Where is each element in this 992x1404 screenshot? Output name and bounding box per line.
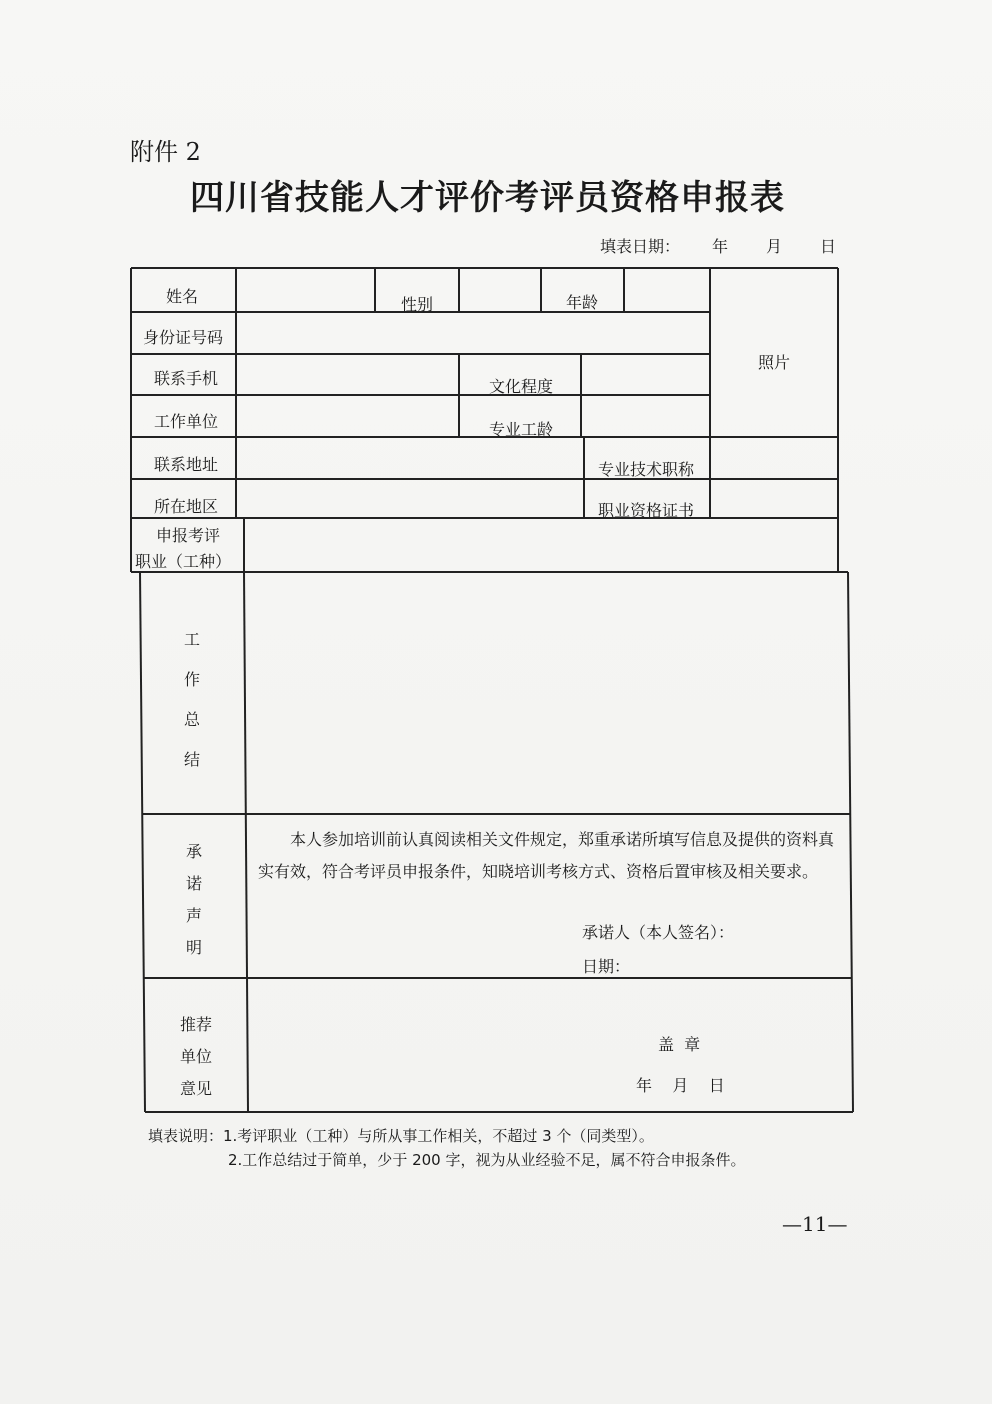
recommend-label-line3: 意见 [180,1079,213,1098]
work-years-field[interactable] [583,397,708,435]
note-line-1: 填表说明：1.考评职业（工种）与所从事工作相关，不超过 3 个（同类型）。 [148,1127,654,1145]
tech-title-label: 专业技术职称 [598,460,695,479]
gender-label: 性别 [401,295,434,314]
promisor-signature-label: 承诺人（本人签名）： [582,923,735,942]
phone-label: 联系手机 [154,369,219,388]
fill-date-day: 日 [820,237,837,256]
work-summary-label: 工 作 总 结 [183,630,200,769]
id-number-field[interactable] [238,314,708,352]
promise-label: 承 诺 声 明 [185,842,202,957]
employer-field[interactable] [238,397,457,435]
attachment-label: 附件 2 [130,138,201,166]
age-field[interactable] [626,270,708,310]
region-field[interactable] [238,481,582,516]
address-field[interactable] [238,439,582,477]
photo-label: 照片 [758,353,791,372]
form-title: 四川省技能人才评价考评员资格申报表 [190,178,785,218]
promise-date-label: 日期： [582,957,631,976]
note-line-2: 2.工作总结过于简单，少于 200 字，视为从业经验不足，属不符合申报条件。 [228,1151,746,1169]
education-label: 文化程度 [489,377,554,396]
fill-date-year: 年 [712,237,729,256]
promise-text: 本人参加培训前认真阅读相关文件规定，郑重承诺所填写信息及提供的资料真实有效，符合考评员申报条件，知晓培训考核方式、资格后置审核及相关要求。 [258,830,835,881]
recommend-label-line2: 单位 [180,1047,213,1066]
seal-label: 盖 章 [658,1035,701,1054]
id-number-label: 身份证号码 [143,328,224,347]
recommend-label-line1: 推荐 [180,1015,213,1034]
tech-title-field[interactable] [712,439,836,477]
occupation-label-line1: 申报考评 [156,526,221,545]
form-notes [148,1124,745,1172]
region-label: 所在地区 [154,497,219,516]
occupation-label-line2: 职业（工种） [135,552,232,571]
fill-date-month: 月 [766,237,783,256]
page-number: —11— [782,1212,848,1236]
fill-date-label: 填表日期： [600,237,681,256]
age-label: 年龄 [566,293,599,312]
phone-field[interactable] [238,356,457,393]
occupation-field[interactable] [246,520,836,570]
gender-field[interactable] [461,270,539,310]
name-label: 姓名 [166,287,199,306]
address-label: 联系地址 [154,455,219,474]
work-years-label: 专业工龄 [489,420,554,439]
work-summary-field[interactable] [250,574,844,812]
certificate-field[interactable] [712,481,836,516]
name-field[interactable] [238,270,373,310]
photo-box[interactable] [712,270,836,435]
employer-label: 工作单位 [154,412,219,431]
education-field[interactable] [583,356,708,393]
recommend-date: 年 月 日 [636,1076,725,1095]
recommend-opinion-field[interactable] [252,980,850,1110]
certificate-label: 职业资格证书 [598,501,695,520]
